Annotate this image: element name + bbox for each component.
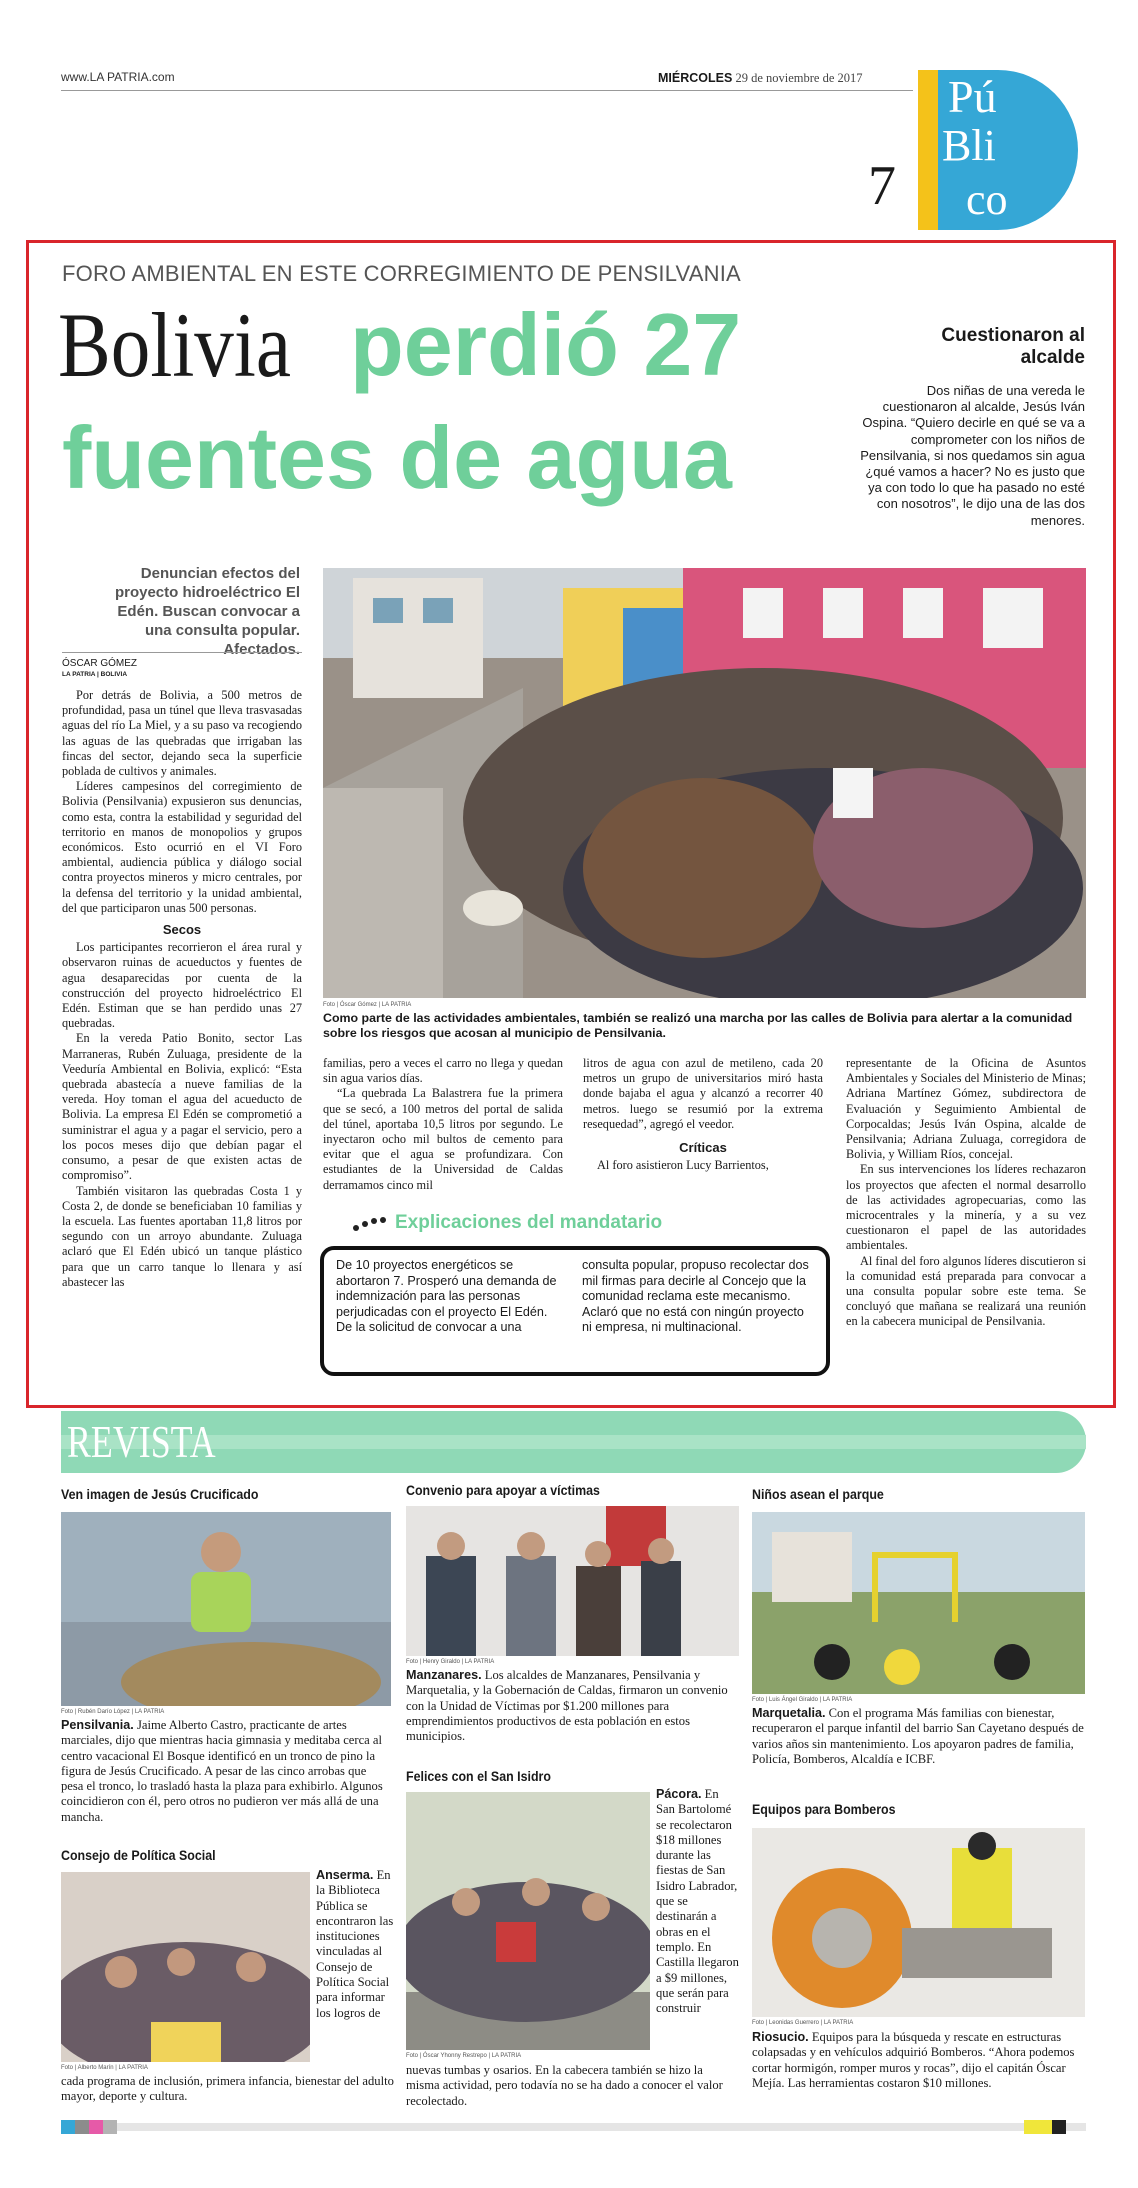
revista-item-text: [316, 1868, 394, 2021]
photo-illustration: [406, 1506, 739, 1656]
revista-item-title: Ven imagen de Jesús Crucificado: [61, 1487, 259, 1502]
main-photo-credit: Foto | Óscar Gómez | LA PATRIA: [323, 1002, 412, 1008]
revista-item-text: [656, 1787, 739, 2016]
article-kicker: FORO AMBIENTAL EN ESTE CORREGIMIENTO DE PENSILVANIA: [62, 261, 741, 286]
photo-illustration: [61, 1512, 391, 1706]
edition-date-text: 29 de noviembre de 2017: [735, 71, 863, 85]
color-swatch-yellow-2: [1038, 2120, 1052, 2134]
revista-body: En San Bartolomé se recolectaron $18 millones durante las fiestas de San Isidro Labrador, que se destinarán a obras en el templo. En Castilla llegaron a $9 millones, que serán para construir: [656, 1787, 739, 2016]
color-swatch-black: [1052, 2120, 1066, 2134]
col2-paragraph: familias, pero a veces el carro no llega y quedan sin agua varios días.: [323, 1056, 563, 1086]
col1-paragraph: También visitaron las quebradas Costa 1 y Costa 2, de donde se beneficiaban 10 familias y la escuela. Las fuentes aportaban 11,8 litros por segundo con un arroyo abundante. Zuluaga aclaró que El Edén ubicó un tanque plástico para que un carro tanque lo llenara y así abastecer las: [62, 1183, 302, 1289]
article-column-2: [323, 1056, 563, 1193]
march-illustration: [323, 568, 1086, 998]
col2-paragraph: “La quebrada La Balastrera fue la primera que se secó, a 100 metros del portal de salida del túnel, aportaba 10,5 litros por segundo. Le inyectaron ocho mil bultos de cemento para evitar que el agua se profundizara. Con estudiantes de la Universidad de Caldas derramamos cinco mil: [323, 1086, 563, 1192]
title-part-perdio: perdió 27: [350, 295, 742, 394]
main-photo-march: [323, 568, 1086, 998]
revista-body: Con el programa Más familias con bienestar, recuperaron el parque infantil del barrio San Cayetano después de varios años sin mantenimiento. Los apoyaron padres de familia, Policía, Bomberos, Alcaldía e ICBF.: [752, 1706, 1084, 1766]
revista-place: Marquetalia.: [752, 1706, 826, 1720]
photo-illustration: [406, 1792, 650, 2050]
revista-place: Pensilvania.: [61, 1718, 134, 1732]
revista-photo-crucificado: [61, 1512, 391, 1706]
revista-photo-credit: Foto | Rubén Darío López | LA PATRIA: [61, 1709, 165, 1715]
revista-item-title: Niños asean el parque: [752, 1487, 884, 1502]
header-rule: [61, 90, 913, 91]
article-column-4: [846, 1056, 1086, 1330]
revista-place: Manzanares.: [406, 1668, 482, 1682]
article-deck: Denuncian efectos del proyecto hidroeléctrico El Edén. Buscan convocar a una consulta popular. Afectados.: [114, 565, 300, 658]
byline-place: LA PATRIA | BOLIVIA: [62, 671, 128, 678]
color-swatch-yellow: [1024, 2120, 1038, 2134]
revista-photo-parque: [752, 1512, 1085, 1694]
col3-paragraph: Al foro asistieron Lucy Barrientos,: [597, 1158, 769, 1173]
logo-letters-2-text: Bli: [942, 121, 996, 170]
site-url[interactable]: www.LA PATRIA.com: [61, 70, 175, 84]
color-swatch-gray-2: [103, 2120, 117, 2134]
color-swatch-magenta: [89, 2120, 103, 2134]
dots-icon: [350, 1212, 390, 1236]
photo-illustration: [752, 1512, 1085, 1694]
section-logo-publico: [918, 70, 1078, 230]
revista-body: Equipos para la búsqueda y rescate en estructuras colapsadas y en vehículos adquirió Bomberos. “Ahora podemos cortar hormigón, romper muros y rocas”, dijo el capitán Óscar Mejía. Las herramientas costaron $10 millones.: [752, 2030, 1075, 2090]
sidebar-title: Cuestionaron al alcalde: [941, 325, 1085, 368]
col3-paragraph: litros de agua con azul de metileno, cada 20 metros un grupo de universitarios miró hasta donde bajaba el agua y alcanzó a recorrer 40 metros. luego se resumió por la extrema resequedad”, agregó el veedor.: [583, 1056, 823, 1131]
logo-letters-1: Pú: [948, 71, 997, 122]
revista-item-title: Equipos para Bomberos: [752, 1802, 896, 1817]
revista-item-title: Consejo de Política Social: [61, 1848, 216, 1863]
revista-photo-credit: Foto | Leonidas Guerrero | LA PATRIA: [752, 2020, 854, 2026]
revista-item-text: [61, 1718, 391, 1825]
color-swatch-gray: [75, 2120, 89, 2134]
explanations-box: [320, 1246, 830, 1376]
revista-item-text: [406, 1668, 739, 1744]
article-title-line1: [58, 290, 291, 400]
revista-photo-credit: Foto | Henry Giraldo | LA PATRIA: [406, 1659, 495, 1665]
revista-body: En la Biblioteca Pública se encontraron las instituciones vinculadas al Consejo de Política Social para informar los logros de: [316, 1868, 394, 2020]
revista-item-text: [752, 1706, 1085, 1767]
page-number: 7: [868, 155, 896, 217]
revista-banner: [61, 1411, 1086, 1473]
box-dots: [350, 1212, 390, 1241]
revista-place: Pácora.: [656, 1787, 702, 1801]
revista-body: Los alcaldes de Manzanares, Pensilvania y Marquetalia, y la Gobernación de Caldas, firmaron un convenio con la Unidad de Víctimas por $1.200 millones para emprendimientos productivos de esta población en estos municipios.: [406, 1668, 728, 1744]
revista-body-bottom: cada programa de inclusión, primera infancia, bienestar del adulto mayor, deporte y cultura.: [61, 2074, 394, 2104]
col1-paragraph: Los participantes recorrieron el área rural y observaron ruinas de acueductos y fuentes de agua desaparecidas por cuenta de la construcción del proyecto hidroeléctrico El Edén. Estiman que se han perdido unas 27 quebradas.: [62, 940, 302, 1031]
article-column-3: [583, 1056, 823, 1173]
revista-photo-sanisidro: [406, 1792, 650, 2050]
col1-paragraph: Por detrás de Bolivia, a 500 metros de profundidad, pasa un túnel que lleva trasvasadas aguas del río La Miel, y a su paso va recogiendo las aguas de las quebradas que irrigaban las fincas del sector, dejando seca la superficie poblada de cultivos y animales.: [62, 688, 302, 779]
color-swatch-cyan: [61, 2120, 75, 2134]
photo-illustration: [61, 1872, 310, 2062]
byline: ÓSCAR GÓMEZ: [62, 658, 138, 669]
revista-place: Riosucio.: [752, 2030, 809, 2044]
revista-item-title: Convenio para apoyar a víctimas: [406, 1483, 600, 1498]
revista-item-title: Felices con el San Isidro: [406, 1769, 551, 1784]
box-text-left: De 10 proyectos energéticos se abortaron 7. Prosperó una demanda de indemnización para las personas perjudicadas con el proyecto El Edén. De la solicitud de convocar a una: [336, 1258, 557, 1335]
logo-letters-3: co: [966, 175, 1008, 224]
col1-paragraph: Líderes campesinos del corregimiento de Bolivia (Pensilvania) expusieron sus denuncias, como esta, contra la estabilidad y seguridad del territorio en manos de monopolios y grupos económicos. Esto ocurrió en el VI Foro ambiental, audiencia pública y diálogo social contra proyectos mineros y micro centrales, por la defensa del territorio y la unidad ambiental, del que participaron unas 500 personas.: [62, 779, 302, 915]
revista-photo-credit: Foto | Luis Ángel Giraldo | LA PATRIA: [752, 1697, 853, 1703]
title-part-bolivia: Bolivia: [58, 294, 291, 396]
col4-paragraph: Al final del foro algunos líderes discutieron si la comunidad está preparada para convocar a una consulta popular sobre este tema. Se concluyó que mañana se realizará una reunión en la cabecera municipal de Pensilvania.: [846, 1253, 1086, 1329]
revista-photo-credit: Foto | Óscar Yhonny Restrepo | LA PATRIA: [406, 2053, 522, 2059]
revista-photo-bomberos: [752, 1828, 1085, 2017]
col4-paragraph: En sus intervenciones los líderes rechazaron los proyectos que afecten el normal desarrollo de las actividades agropecuarias, como las microcentrales y la minería, y a su vez cuestionaron el papel de las autoridades ambientales.: [846, 1162, 1086, 1253]
revista-body: Jaime Alberto Castro, practicante de artes marciales, dijo que mientras hacia gimnasia y meditaba cerca al centro vacacional El Bosque identificó en un tronco de pino la figura de Jesús Crucificado. A pesar de las cinco arrobas que pesa el tronco, lo trasladó hasta la plaza para exhibirlo. Algunos coincidieron con él, pero otros no pudieron ver más allá de una mancha.: [61, 1718, 383, 1824]
edition-date: [658, 71, 863, 86]
article-column-1: [62, 688, 302, 1290]
subhead-secos: Secos: [162, 922, 202, 938]
revista-body-bottom: nuevas tumbas y osarios. En la cabecera también se hizo la misma actividad, pero todavía no se ha dado a conocer el valor recolectado.: [406, 2063, 723, 2108]
revista-place: Anserma.: [316, 1868, 374, 1882]
revista-photo-consejo: [61, 1872, 310, 2062]
photo-illustration: [752, 1828, 1085, 2017]
main-photo-caption: Como parte de las actividades ambientales, también se realizó una marcha por las calles de Bolivia para alertar a la comunidad sobre los riesgos que acosan al municipio de Pensilvania.: [323, 1011, 1073, 1040]
footer-bar: [61, 2123, 1086, 2131]
revista-item-text: [752, 2030, 1085, 2091]
revista-photo-convenio: [406, 1506, 739, 1656]
sidebar-text: Dos niñas de una vereda le cuestionaron al alcalde, Jesús Iván Ospina. “Quiero decirle en qué se va a comprometer con los niños de Pensilvania, si nos quedamos sin agua ¿qué vamos a hacer? No es justo que ya con todo lo que ha pasado no esté con nosotros”, le dijo una de las dos menores.: [860, 383, 1085, 528]
box-text-right: consulta popular, propuso recolectar dos mil firmas para decirle al Concejo que la comunidad reclama este mecanismo. Aclaró que no está con ningún proyecto ni empresa, ni multinacional.: [582, 1258, 809, 1335]
logo-letters-2: [942, 120, 1072, 174]
col1-paragraph: En la vereda Patio Bonito, sector Las Marraneras, Rubén Zuluaga, presidente de la Veeduría Ambiental en Bolivia, explicó: “Esta quebrada abastecía a nueve familias de la vereda. Hoy toman el agua del acueducto de Bolivia. La empresa El Edén se comprometió a suministrar el agua y a pagar el servicio, pero a los pocos meses dijo que debían pagar el consumo, a pesar de que existen actas de compromiso”.: [62, 1031, 302, 1183]
revista-label: REVISTA: [67, 1416, 216, 1467]
revista-photo-credit: Foto | Alberto Marín | LA PATRIA: [61, 2065, 148, 2071]
col4-paragraph: representante de la Oficina de Asuntos Ambientales y Sociales del Ministerio de Minas; Adriana Martínez Gómez, subdirectora de Evaluación y Seguimiento Ambiental de Corpocaldas; Jesús Iván Ospina, alcalde de Pensilvania; Adriana Zuluaga, corregidora de Bolivia, y William Ríos, concejal.: [846, 1056, 1086, 1162]
box-title: Explicaciones del mandatario: [395, 1212, 663, 1233]
subhead-criticas: Críticas: [679, 1140, 727, 1156]
deck-rule: [62, 652, 302, 653]
article-title-line2: fuentes de agua: [62, 408, 732, 507]
edition-day: MIÉRCOLES: [658, 71, 733, 85]
